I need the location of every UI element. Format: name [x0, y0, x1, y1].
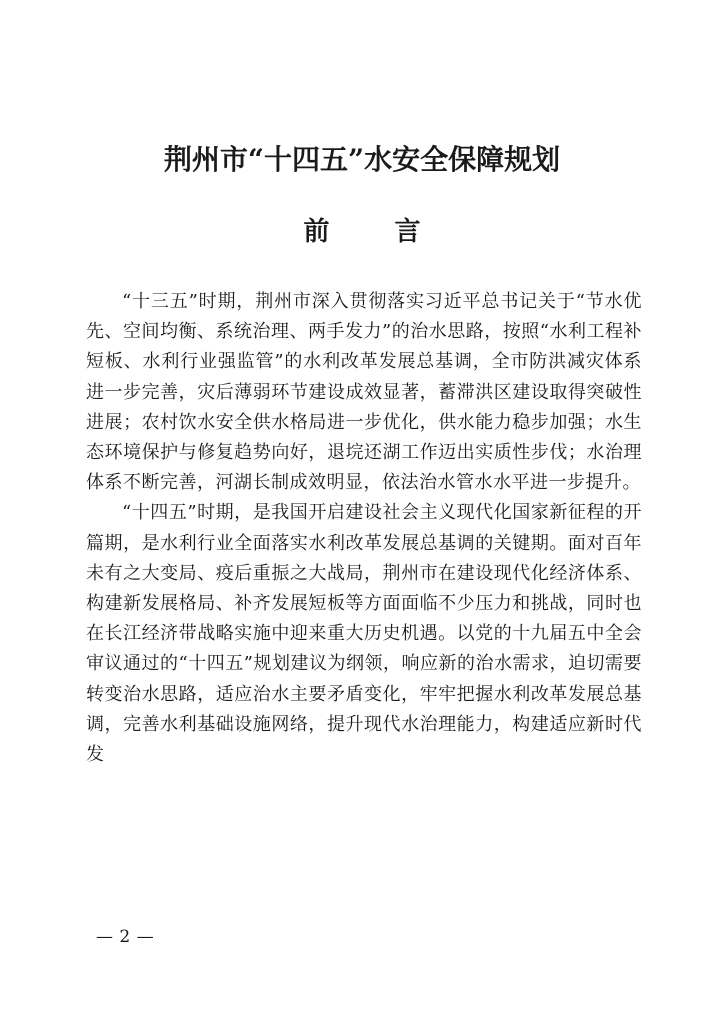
paragraph: “十四五”时期，是我国开启建设社会主义现代化国家新征程的开篇期，是水利行业全面落实水利改革发展总基调的关键期。面对百年未有之大变局、疫后重振之大战局，荆州市在建设现代化经济体系、构建新发展格局、补齐发展短板等方面面临不少压力和挑战，同时也在长江经济带战略实施中迎来重大历史机遇。以党的十九届五中全会审议通过的“十四五”规划建议为纲领，响应新的治水需求，迫切需要转变治水思路，适应治水主要矛盾变化，牢牢把握水利改革发展总基调，完善水利基础设施网络，提升现代水治理能力，构建适应新时代发: [86, 502, 642, 766]
paragraph: “十三五”时期，荆州市深入贯彻落实习近平总书记关于“节水优先、空间均衡、系统治理、两手发力”的治水思路，按照“水利工程补短板、水利行业强监管”的水利改革发展总基调，全市防洪减灾体系进一步完善，灾后薄弱环节建设成效显著，蓄滞洪区建设取得突破性进展；农村饮水安全供水格局进一步优化，供水能力稳步加强；水生态环境保护与修复趋势向好，退垸还湖工作迈出实质性步伐；水治理体系不断完善，河湖长制成效明显，依法治水管水水平进一步提升。: [86, 291, 642, 494]
section-heading: 前 言: [303, 217, 449, 247]
page-number: — 2 —: [96, 927, 155, 947]
document-body: [86, 287, 642, 770]
document-title: 荆州市“十四五”水安全保障规划: [163, 143, 561, 176]
